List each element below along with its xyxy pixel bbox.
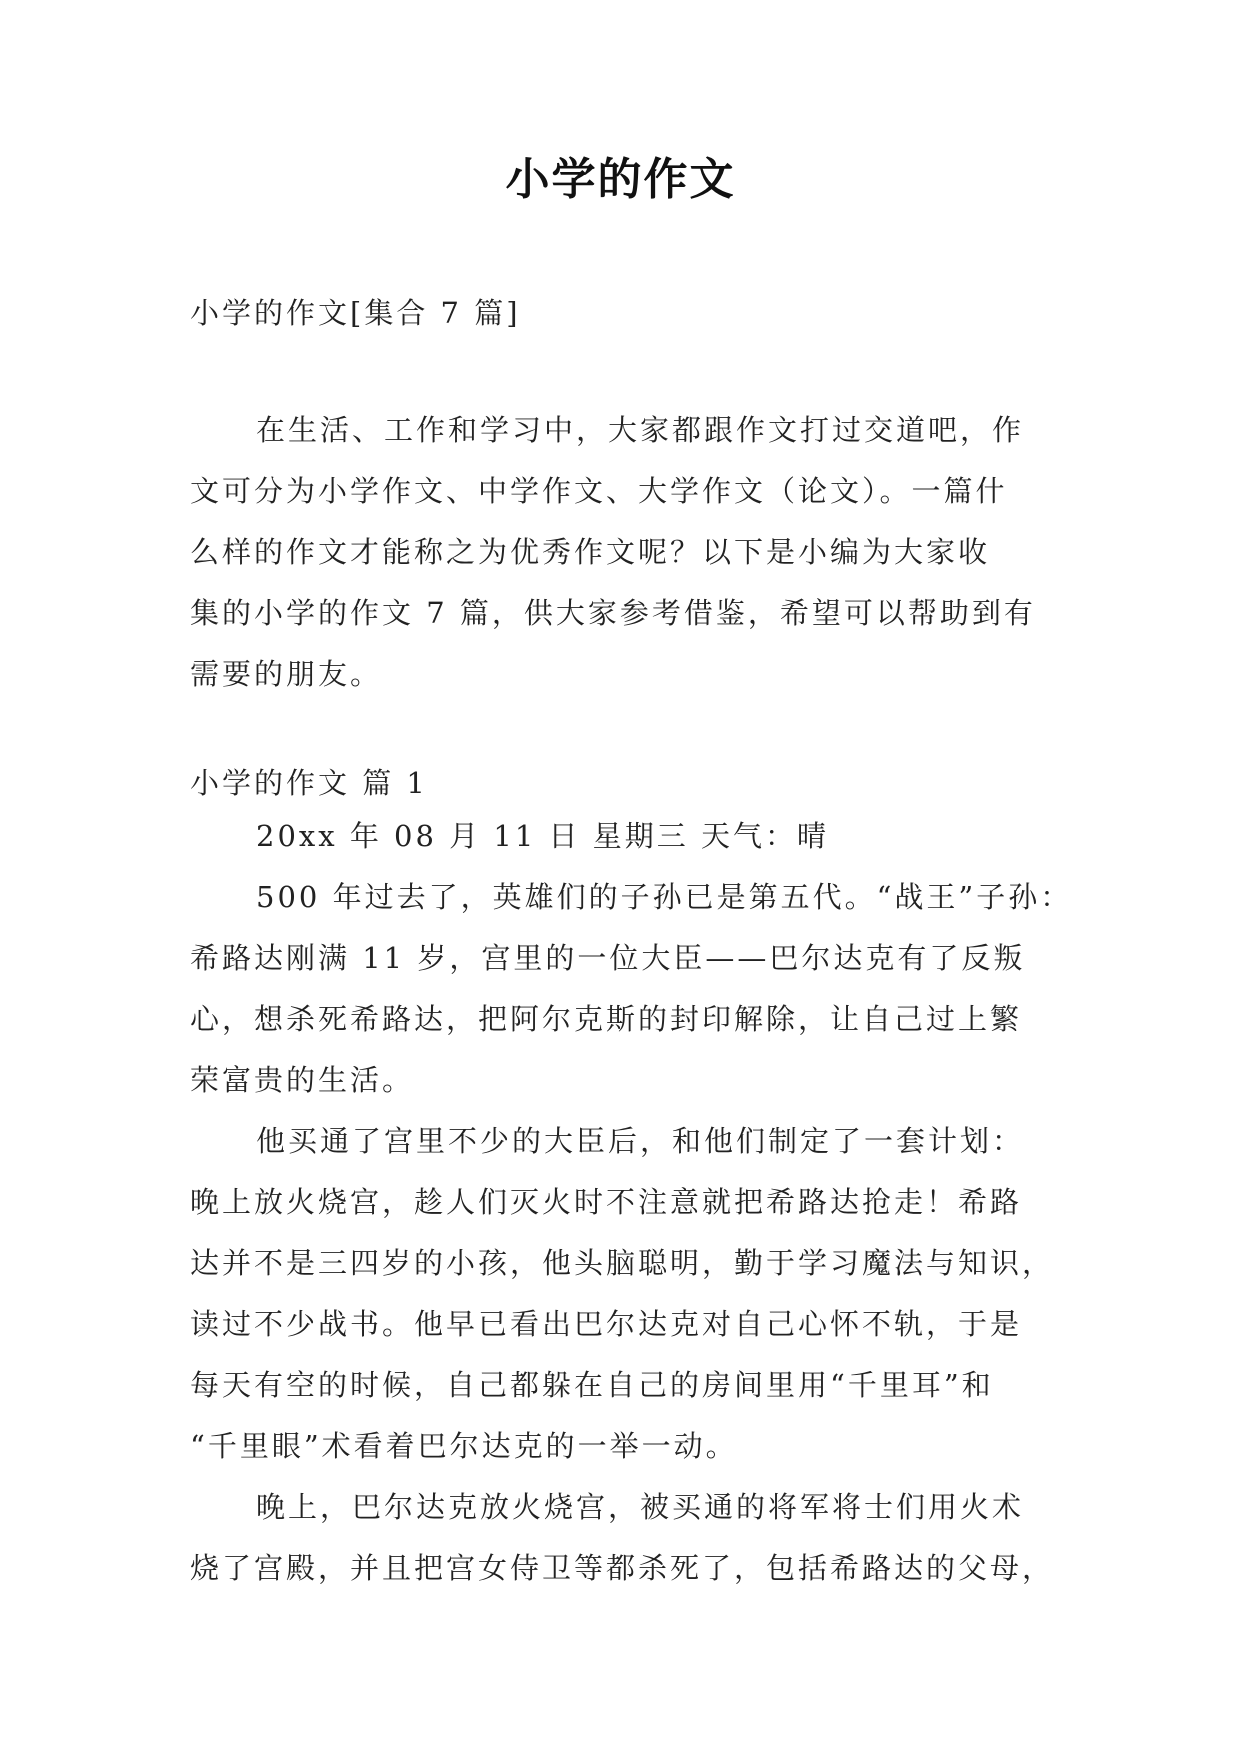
para1-line: 心，想杀死希路达，把阿尔克斯的封印解除，让自己过上繁 (190, 1002, 1023, 1036)
intro-line: 么样的作文才能称之为优秀作文呢？以下是小编为大家收 (190, 535, 991, 569)
para2-line: 达并不是三四岁的小孩，他头脑聪明，勤于学习魔法与知识， (190, 1246, 1055, 1280)
para2-line: “千里眼”术看着巴尔达克的一举一动。 (190, 1429, 738, 1463)
intro-line: 集的小学的作文 7 篇，供大家参考借鉴，希望可以帮助到有 (190, 596, 1036, 630)
para1-line: 500 年过去了，英雄们的子孙已是第五代。“战王”子孙： (256, 880, 1073, 914)
document-title: 小学的作文 (505, 154, 736, 205)
date-line: 20xx 年 08 月 11 日 星期三 天气：晴 (256, 819, 829, 853)
para3-line: 晚上，巴尔达克放火烧宫，被买通的将军将士们用火术 (256, 1490, 1025, 1524)
essay-body (190, 806, 1073, 1599)
para2-line: 每天有空的时候，自己都躲在自己的房间里用“千里耳”和 (190, 1368, 994, 1402)
para1-line: 荣富贵的生活。 (190, 1063, 415, 1097)
intro-line: 文可分为小学作文、中学作文、大学作文（论文）。一篇什 (190, 474, 1008, 508)
document-subtitle: 小学的作文[集合 7 篇] (190, 296, 521, 330)
para2-line: 他买通了宫里不少的大臣后，和他们制定了一套计划： (256, 1124, 1025, 1158)
intro-line: 需要的朋友。 (190, 657, 383, 691)
para1-line: 希路达刚满 11 岁，宫里的一位大臣——巴尔达克有了反叛 (190, 941, 1026, 975)
para2-line: 读过不少战书。他早已看出巴尔达克对自己心怀不轨，于是 (190, 1307, 1023, 1341)
intro-paragraph (190, 400, 1046, 705)
section-heading: 小学的作文 篇 1 (190, 766, 428, 800)
intro-line: 在生活、工作和学习中，大家都跟作文打过交道吧，作 (256, 413, 1025, 447)
para3-line: 烧了宫殿，并且把宫女侍卫等都杀死了，包括希路达的父母， (190, 1551, 1055, 1585)
para2-line: 晚上放火烧宫，趁人们灭火时不注意就把希路达抢走！希路 (190, 1185, 1023, 1219)
